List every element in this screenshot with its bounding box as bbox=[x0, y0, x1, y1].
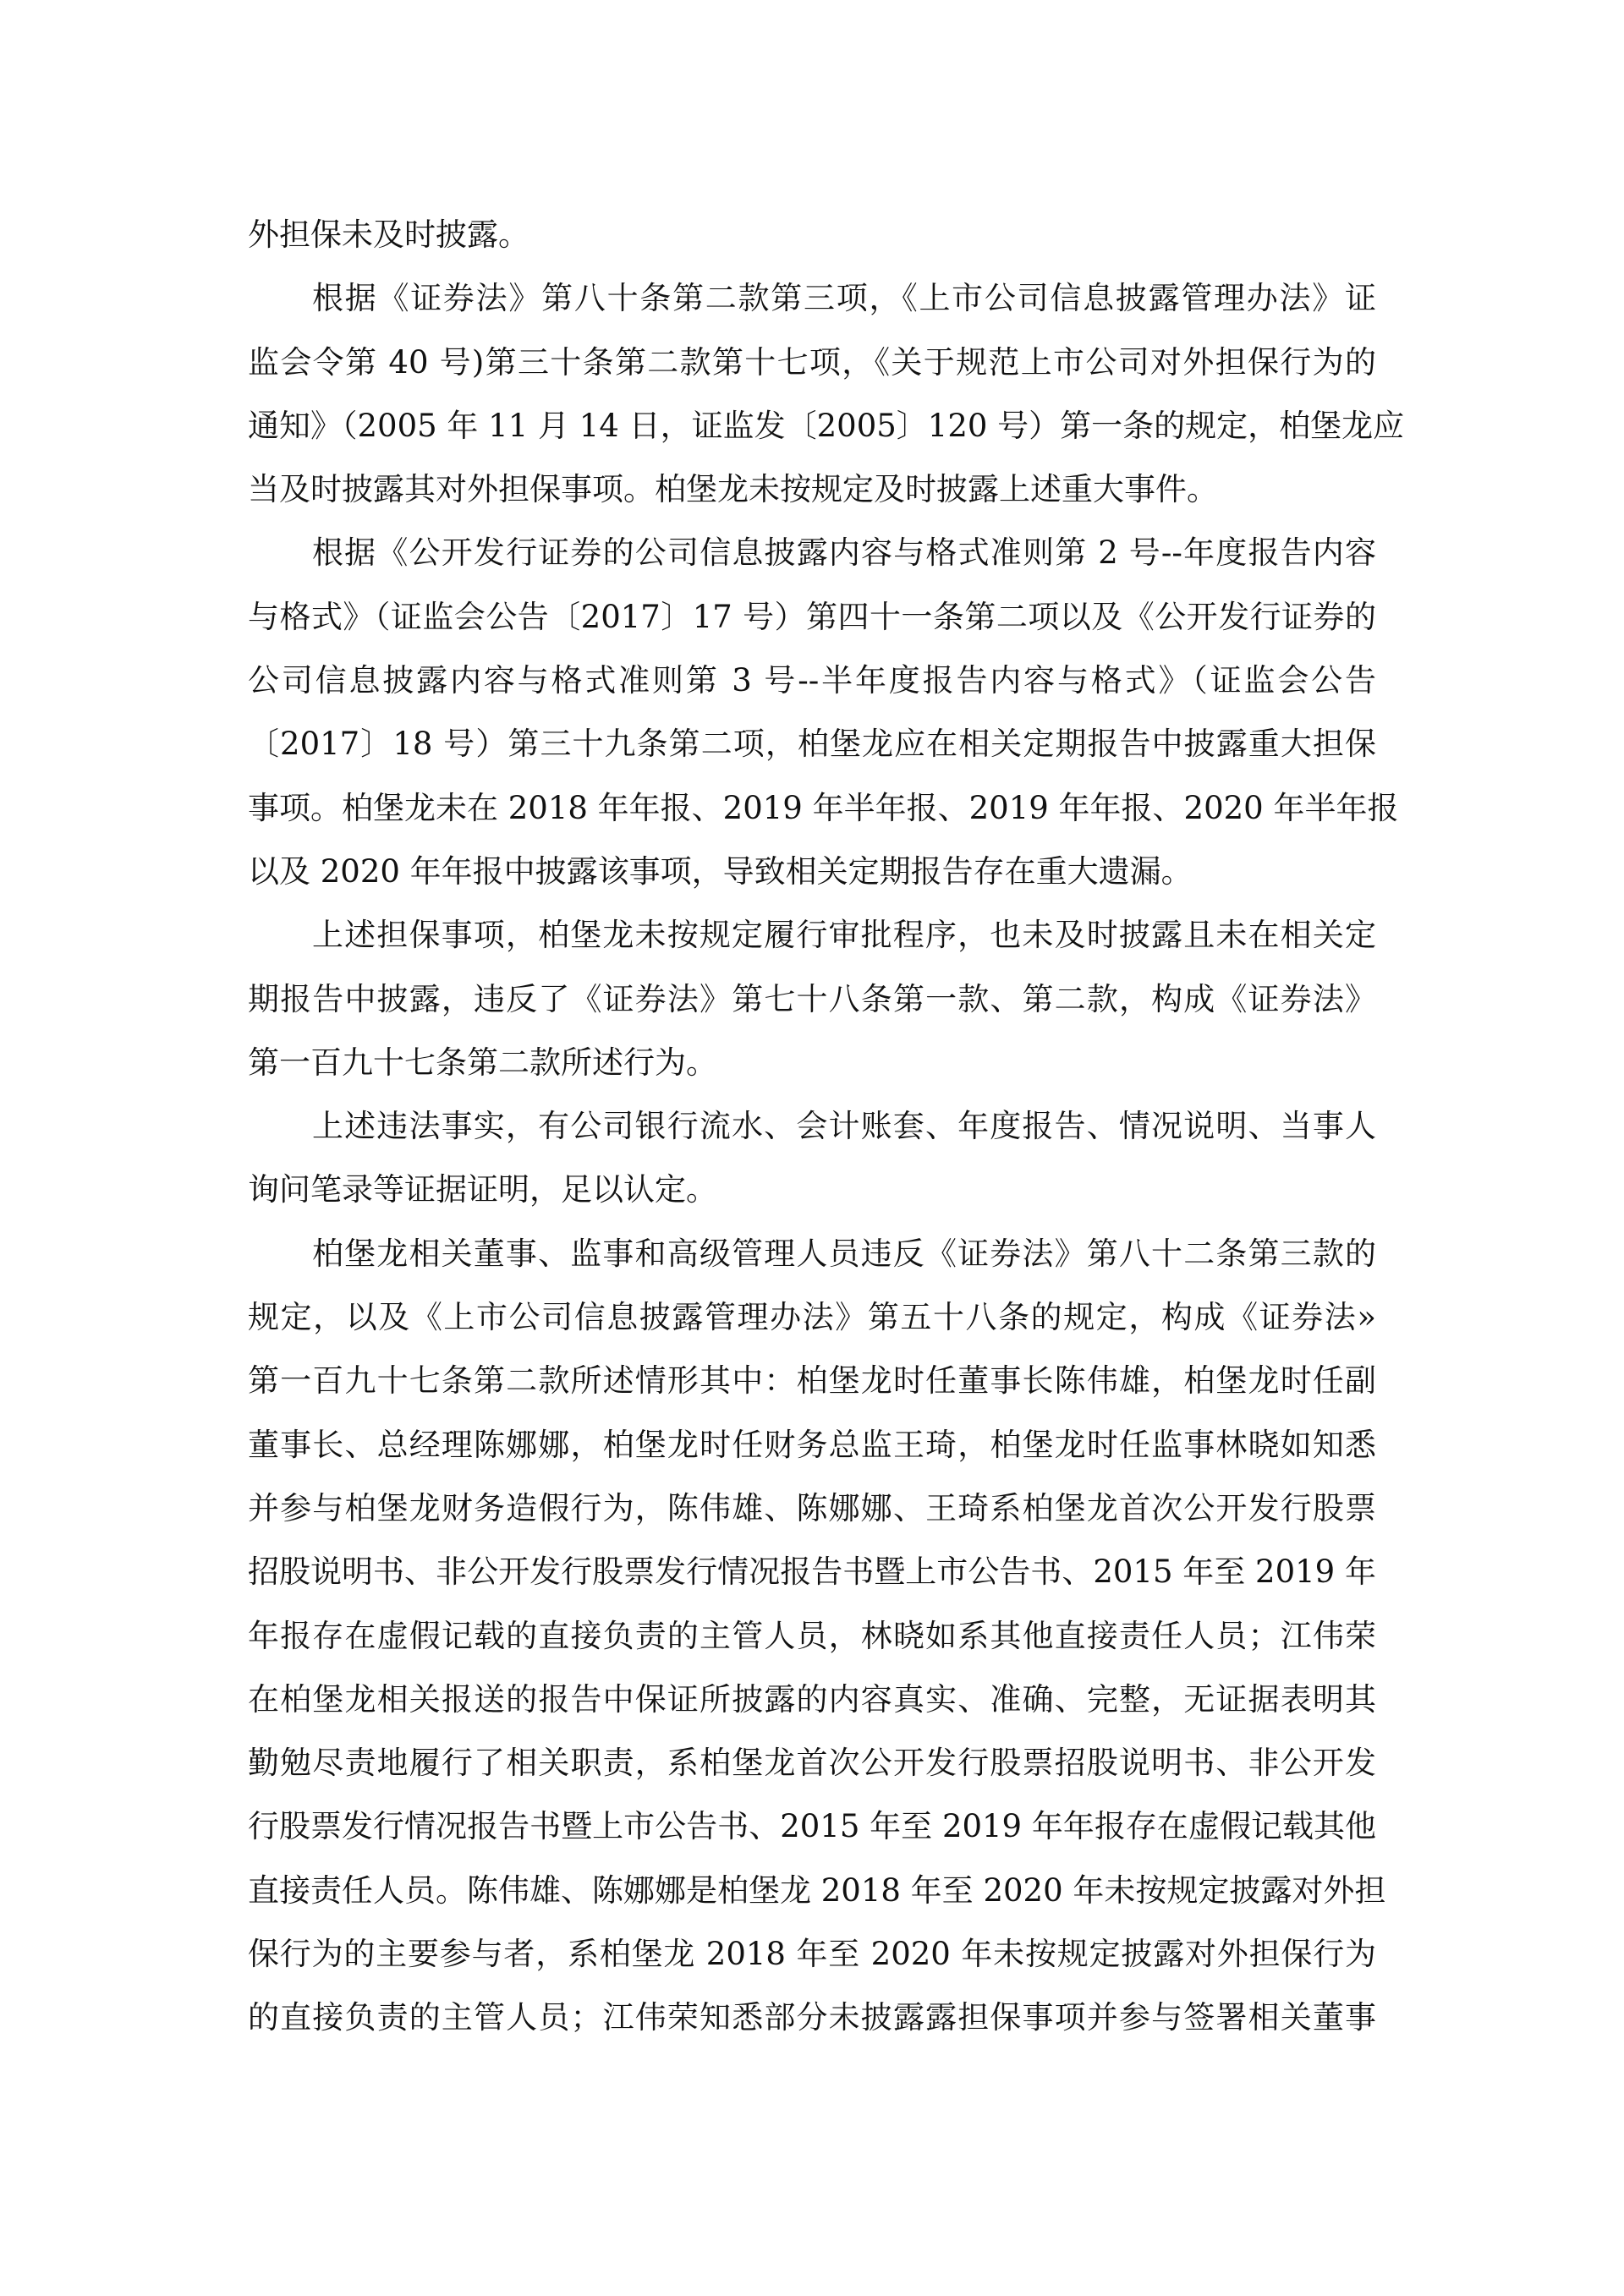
text-line: 在柏堡龙相关报送的报告中保证所披露的内容真实、准确、完整，无证据表明其 bbox=[248, 1680, 1376, 1718]
text-line: 并参与柏堡龙财务造假行为，陈伟雄、陈娜娜、王琦系柏堡龙首次公开发行股票 bbox=[248, 1489, 1376, 1526]
text-line: 通知》（2005 年 11 月 14 日，证监发〔2005〕120 号）第一条的规定，柏堡龙应 bbox=[248, 407, 1405, 444]
text-line: 第一百九十七条第二款所述行为。 bbox=[248, 1044, 717, 1081]
document-page bbox=[248, 203, 1405, 2050]
paragraph-periodic-report-omission bbox=[248, 521, 1399, 903]
text-line: 询问笔录等证据证明，足以认定。 bbox=[248, 1171, 717, 1208]
text-line: 事项。柏堡龙未在 2018 年年报、2019 年半年报、2019 年年报、2020 年半年报 bbox=[248, 789, 1399, 826]
text-line: 柏堡龙相关董事、监事和高级管理人员违反《证券法》第八十二条第三款的 bbox=[312, 1235, 1376, 1272]
text-line: 公司信息披露内容与格式准则第 3 号--半年度报告内容与格式》（证监会公告 bbox=[248, 662, 1376, 699]
text-line: 根据《证券法》第八十条第二款第三项，《上市公司信息披露管理办法》证 bbox=[312, 280, 1376, 317]
text-line: 期报告中披露，违反了《证券法》第七十八条第一款、第二款，构成《证券法》 bbox=[248, 980, 1376, 1017]
text-line: 〔2017〕18 号）第三十九条第二项，柏堡龙应在相关定期报告中披露重大担保 bbox=[248, 726, 1376, 763]
text-line: 规定，以及《上市公司信息披露管理办法》第五十八条的规定，构成《证券法» bbox=[248, 1299, 1376, 1336]
text-line: 年报存在虚假记载的直接负责的主管人员，林晓如系其他直接责任人员；江伟荣 bbox=[248, 1617, 1376, 1654]
paragraph-evidence bbox=[248, 1094, 1376, 1222]
text-line: 保行为的主要参与者，系柏堡龙 2018 年至 2020 年未按规定披露对外担保行为 bbox=[248, 1936, 1376, 1973]
text-line: 监会令第 40 号)第三十条第二款第十七项，《关于规范上市公司对外担保行为的 bbox=[248, 343, 1376, 381]
paragraph-disclosure-obligation bbox=[248, 266, 1405, 521]
text-line: 上述违法事实，有公司银行流水、会计账套、年度报告、情况说明、当事人 bbox=[312, 1108, 1376, 1145]
text-line: 以及 2020 年年报中披露该事项，导致相关定期报告存在重大遗漏。 bbox=[248, 852, 1193, 890]
text-line: 与格式》（证监会公告〔2017〕17 号）第四十一条第二项以及《公开发行证券的 bbox=[248, 598, 1376, 635]
text-line: 的直接负责的主管人员；江伟荣知悉部分未披露露担保事项并参与签署相关董事 bbox=[248, 1999, 1376, 2036]
text-line: 当及时披露其对外担保事项。柏堡龙未按规定及时披露上述重大事件。 bbox=[248, 471, 1218, 508]
paragraph-continuation bbox=[248, 203, 1376, 266]
text-line: 外担保未及时披露。 bbox=[248, 216, 529, 253]
text-line: 直接责任人员。陈伟雄、陈娜娜是柏堡龙 2018 年至 2020 年未按规定披露对外担 bbox=[248, 1871, 1386, 1909]
text-line: 董事长、总经理陈娜娜，柏堡龙时任财务总监王琦，柏堡龙时任监事林晓如知悉 bbox=[248, 1426, 1376, 1463]
text-line: 根据《公开发行证券的公司信息披露内容与格式准则第 2 号--年度报告内容 bbox=[312, 534, 1376, 572]
text-line: 上述担保事项，柏堡龙未按规定履行审批程序，也未及时披露且未在相关定 bbox=[312, 917, 1376, 954]
text-line: 勤勉尽责地履行了相关职责，系柏堡龙首次公开发行股票招股说明书、非公开发 bbox=[248, 1745, 1376, 1782]
text-line: 第一百九十七条第二款所述情形其中：柏堡龙时任董事长陈伟雄，柏堡龙时任副 bbox=[248, 1362, 1376, 1400]
text-line: 行股票发行情况报告书暨上市公告书、2015 年至 2019 年年报存在虚假记载其他 bbox=[248, 1808, 1376, 1845]
paragraph-responsible-persons bbox=[248, 1222, 1386, 2050]
paragraph-violation-summary bbox=[248, 903, 1376, 1094]
text-line: 招股说明书、非公开发行股票发行情况报告书暨上市公告书、2015 年至 2019 年 bbox=[248, 1553, 1376, 1591]
